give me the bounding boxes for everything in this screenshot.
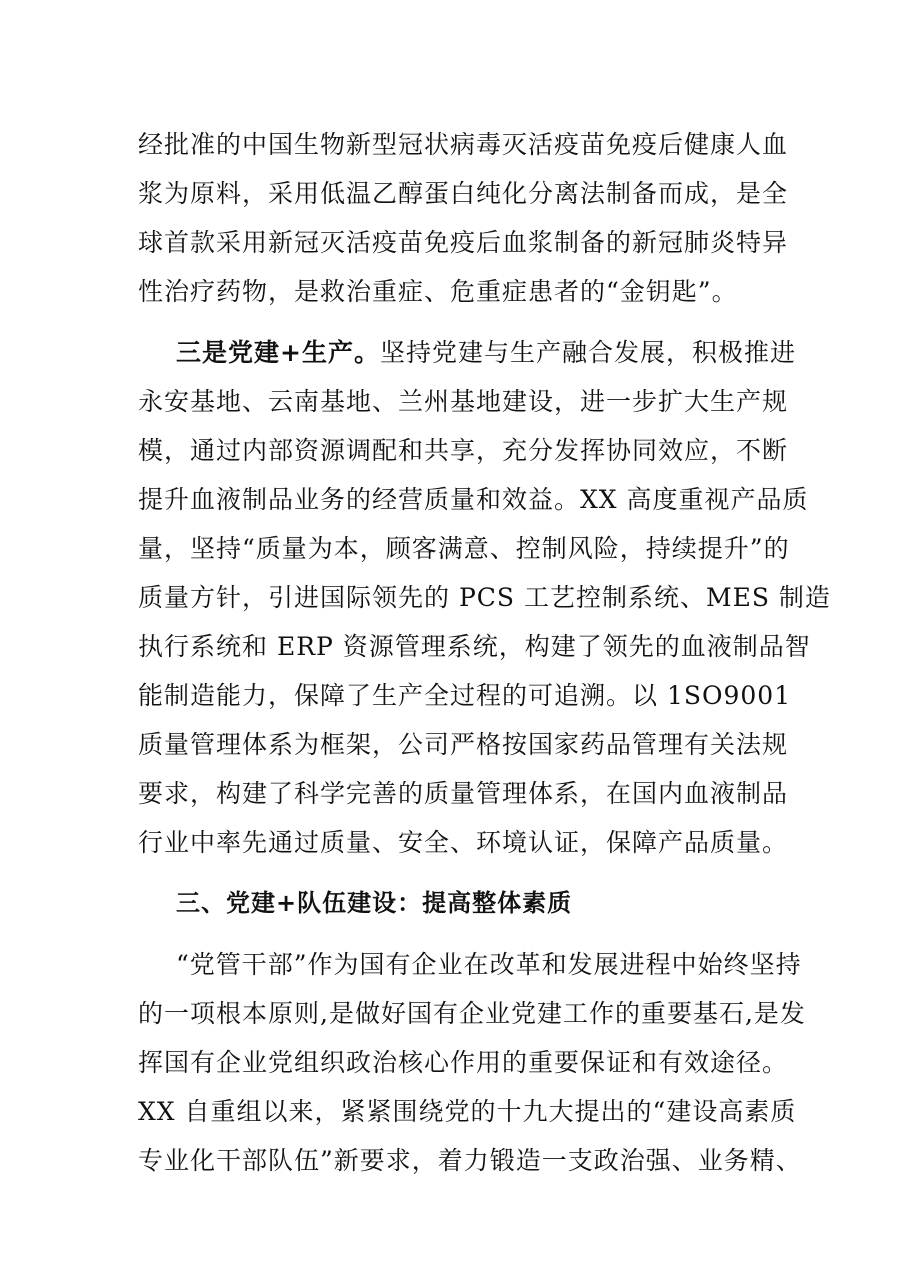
text-line: 模，通过内部资源调配和共享，充分发挥协同效应，不断	[138, 436, 789, 465]
paragraph-gap	[138, 867, 778, 879]
text-line: 永安基地、云南基地、兰州基地建设，进一步扩大生产规	[138, 387, 789, 416]
text-line: 性治疗药物，是救治重症、危重症患者的“金钥匙”。	[138, 277, 738, 306]
text-line: 质量方针，引进国际领先的 PCS 工艺控制系统、MES 制造	[138, 583, 831, 612]
text-line: 专业化干部队伍”新要求，着力锻造一支政治强、业务精、	[138, 1146, 802, 1175]
paragraph-gap	[138, 316, 778, 328]
section-heading: 三、党建+队伍建设：提高整体素质	[176, 889, 573, 917]
paragraph-gap	[138, 928, 778, 940]
text-line: 行业中率先通过质量、安全、环境认证，保障产品质量。	[138, 828, 789, 857]
text-line: 执行系统和 ERP 资源管理系统，构建了领先的血液制品智	[138, 632, 811, 661]
text-line: 提升血液制品业务的经营质量和效益。XX 高度重视产品质	[138, 485, 809, 514]
paragraph-vaccine-plasma	[138, 120, 789, 316]
text-line: 经批准的中国生物新型冠状病毒灭活疫苗免疫后健康人血	[138, 130, 789, 159]
text-line: 能制造能力，保障了生产全过程的可追溯。以 1SO9001	[138, 681, 792, 710]
text-line: 挥国有企业党组织政治核心作用的重要保证和有效途径。	[138, 1048, 789, 1077]
text-line: 质量管理体系为框架，公司严格按国家药品管理有关法规	[138, 730, 789, 759]
paragraph-party-production	[138, 328, 831, 867]
paragraph-cadre-management	[138, 940, 806, 1185]
text-line: 球首款采用新冠灭活疫苗免疫后血浆制备的新冠肺炎特异	[138, 228, 789, 257]
text-line: 量，坚持“质量为本，顾客满意、控制风险，持续提升”的	[138, 534, 790, 563]
text-line: 要求，构建了科学完善的质量管理体系，在国内血液制品	[138, 779, 789, 808]
paragraph-lead-heading: 三是党建+生产。	[176, 338, 380, 367]
paragraph-first-line: “党管干部”作为国有企业在改革和发展进程中始终坚持	[176, 950, 802, 979]
text-line: XX 自重组以来，紧紧围绕党的十九大提出的“建设高素质	[138, 1097, 797, 1126]
document-body	[138, 120, 831, 1185]
paragraph-first-line	[138, 328, 796, 377]
text-line: 的一项根本原则,是做好国有企业党建工作的重要基石,是发	[138, 999, 806, 1028]
text-line-rest: 坚持党建与生产融合发展，积极推进	[379, 338, 796, 367]
text-line: 浆为原料，采用低温乙醇蛋白纯化分离法制备而成，是全	[138, 179, 789, 208]
